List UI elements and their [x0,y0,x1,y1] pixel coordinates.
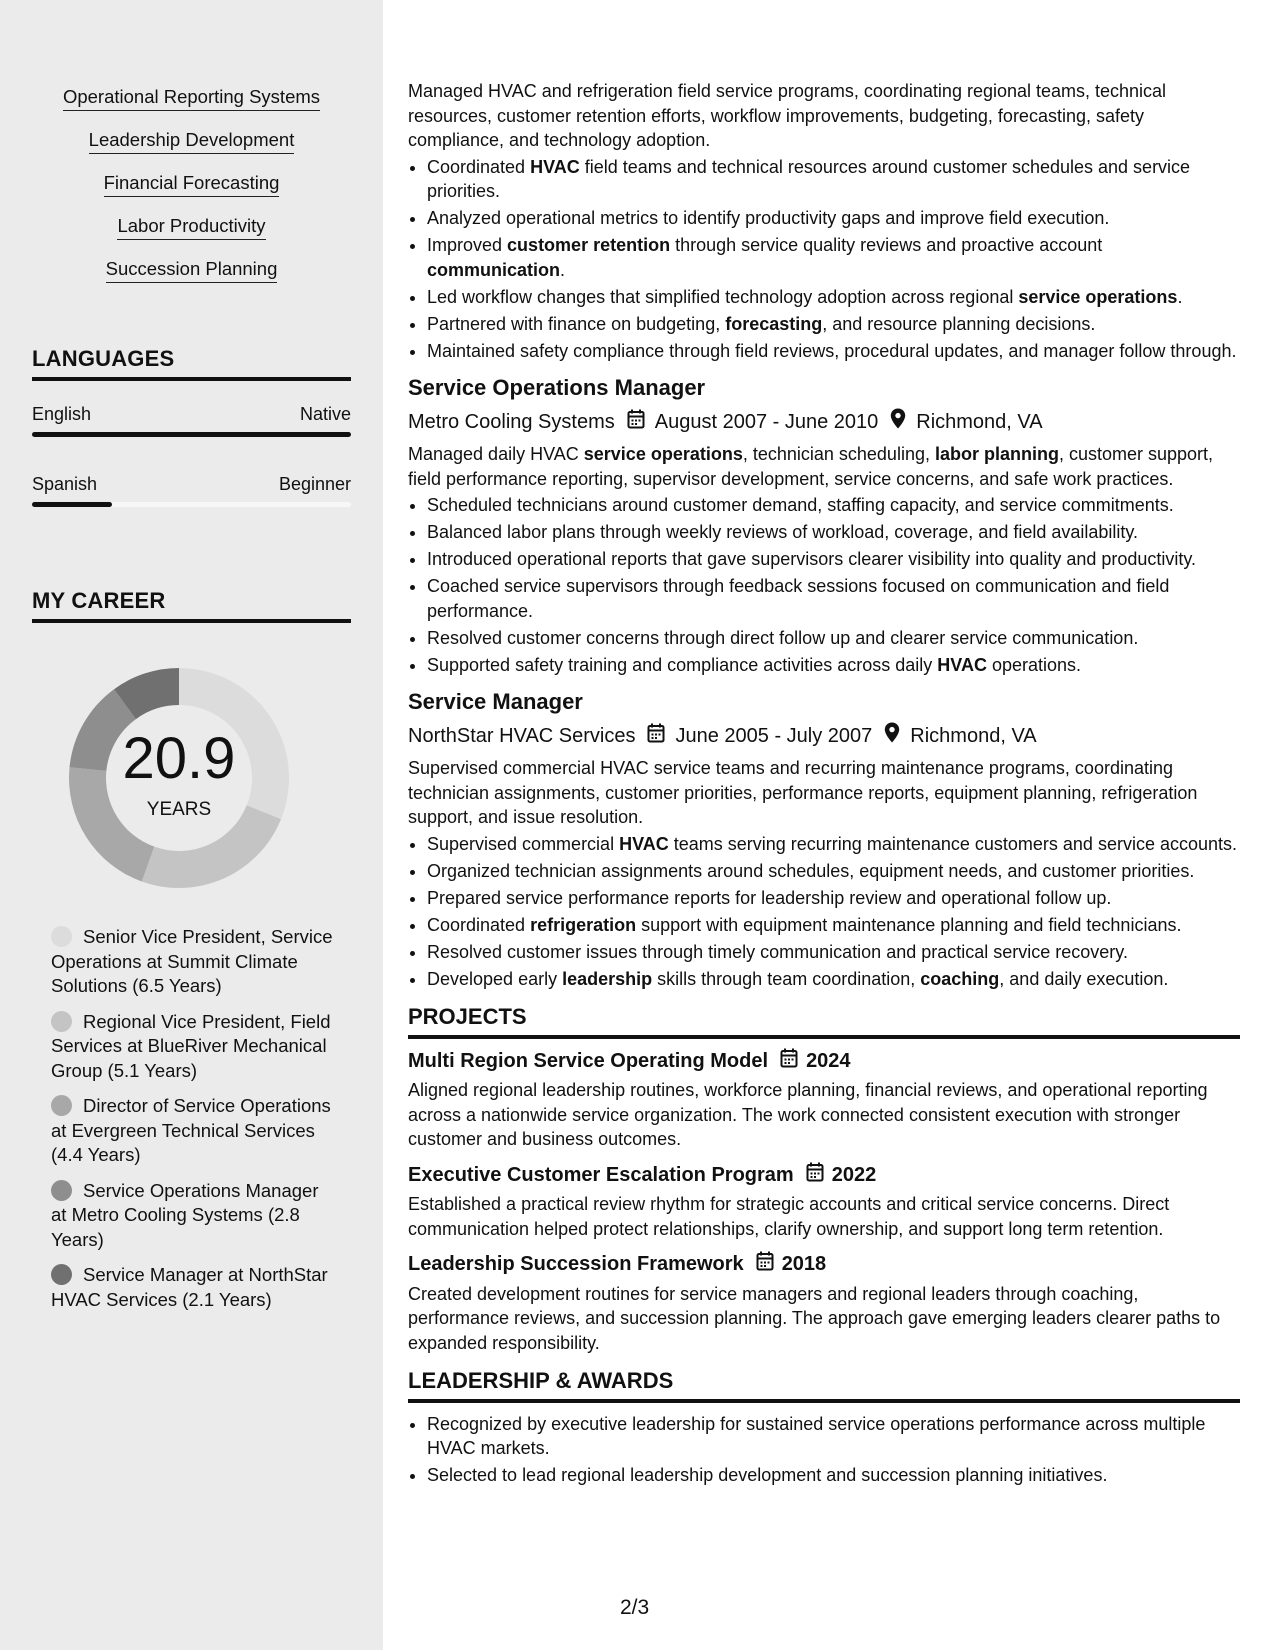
job-location: Richmond, VA [910,725,1037,747]
language-level: Beginner [278,474,351,494]
project-title-row [408,1162,1240,1189]
language-spanish [32,473,351,507]
calendar-icon [647,723,665,750]
awards-heading: LEADERSHIP & AWARDS [408,1369,1240,1403]
bullet-item: • Resolved customer concerns through direct follow up and clearer service communication. [427,626,1240,651]
skills-list [32,86,351,301]
language-proficiency-fill [32,432,351,437]
bullet-item: • Prepared service performance reports for leadership review and operational follow up. [427,886,1240,911]
job-entry [408,375,1240,677]
legend-dot-icon [51,1180,72,1201]
legend-dot-icon [51,1264,72,1285]
career-legend-item [51,925,333,999]
job-company: Metro Cooling Systems [408,411,615,433]
bullet-item: • Supervised commercial HVAC teams serving recurring maintenance customers and service accounts. [427,832,1240,857]
bullet-item: • Supported safety training and compliance activities across daily HVAC operations. [427,653,1240,678]
job-dates: June 2005 - July 2007 [675,725,873,747]
career-total-unit: YEARS [146,799,212,820]
career-legend [51,925,333,1323]
job-bullets [408,832,1240,992]
skill-item: Financial Forecasting [104,172,280,197]
project-entry [408,1251,1240,1355]
career-legend-item [51,1179,333,1253]
legend-dot-icon [51,926,72,947]
career-legend-label: Service Operations Manager at Metro Cooling Systems (2.8 Years) [51,1179,319,1250]
project-year: 2022 [831,1163,877,1186]
job-meta [408,722,1240,750]
bullet-item: • Maintained safety compliance through field reviews, procedural updates, and manager follow through. [427,339,1240,364]
projects-heading: PROJECTS [408,1005,1240,1039]
career-donut-center [56,655,302,901]
project-title-row [408,1048,1240,1075]
job-summary: Managed daily HVAC service operations, technician scheduling, labor planning, customer support, field performance reporting, supervisor development, service concerns, and safe work practices. [408,444,1214,489]
career-legend-item [51,1263,333,1312]
job-entry [408,689,1240,991]
bullet-item: • Resolved customer issues through timely communication and practical service recovery. [427,940,1240,965]
project-description: Aligned regional leadership routines, workforce planning, financial reviews, and operational reporting across a nationwide service organization. The work connected consistent execution with stronger customer and business outcomes. [408,1080,1208,1149]
job-company: NorthStar HVAC Services [408,725,636,747]
intro-summary: Managed HVAC and refrigeration field service programs, coordinating regional teams, technical resources, customer retention efforts, workflow improvements, budgeting, forecasting, safety compliance, and technology adoption. [408,81,1167,150]
job-title: Service Operations Manager [408,375,706,400]
location-pin-icon [884,722,900,750]
project-entry [408,1048,1240,1152]
career-legend-item [51,1094,333,1168]
project-description: Established a practical review rhythm for strategic accounts and critical service concerns. Direct communication helped protect relationships, clarify ownership, and support long term retention. [408,1194,1170,1239]
bullet-item: • Led workflow changes that simplified technology adoption across regional service operations. [427,285,1240,310]
bullet-item: • Coordinated refrigeration support with equipment maintenance planning and field technicians. [427,913,1240,938]
project-title-row [408,1251,1240,1278]
language-english [32,403,351,437]
career-total-years: 20.9 [122,726,236,791]
job-title: Service Manager [408,689,583,714]
language-level: Native [299,404,351,424]
project-title: Multi Region Service Operating Model [408,1049,769,1072]
bullet-item: • Organized technician assignments around schedules, equipment needs, and customer priorities. [427,859,1240,884]
awards-list [408,1412,1240,1488]
job-summary: Supervised commercial HVAC service teams and recurring maintenance programs, coordinating technician assignments, customer priorities, performance reports, equipment planning, refrigeration support, and issue resolution. [408,758,1198,827]
job-location: Richmond, VA [916,411,1043,433]
calendar-icon [780,1048,798,1075]
calendar-icon [627,409,645,436]
career-legend-label: Regional Vice President, Field Services at BlueRiver Mechanical Group (5.1 Years) [51,1010,331,1081]
calendar-icon [806,1162,824,1189]
bullet-item: • Analyzed operational metrics to identify productivity gaps and improve field execution. [427,206,1240,231]
language-proficiency-bar [32,432,351,437]
career-legend-label: Senior Vice President, Service Operations at Summit Climate Solutions (6.5 Years) [51,926,333,996]
project-title: Executive Customer Escalation Program [408,1163,794,1186]
language-proficiency-bar [32,502,351,507]
intro-bullets [408,155,1240,364]
calendar-icon [756,1251,774,1278]
bullet-item: • Partnered with finance on budgeting, forecasting, and resource planning decisions. [427,312,1240,337]
bullet-item: • Scheduled technicians around customer demand, staffing capacity, and service commitments. [427,493,1240,518]
main-content [408,79,1240,1490]
project-entry [408,1162,1240,1242]
project-description: Created development routines for service managers and regional leaders through coaching, performance reviews, and succession planning. The approach gave emerging leaders clearer paths to expanded responsibility. [408,1283,1221,1353]
skill-item: Operational Reporting Systems [63,86,320,111]
legend-dot-icon [51,1095,72,1116]
career-heading: MY CAREER [32,588,351,623]
language-name: English [32,404,92,424]
project-year: 2024 [806,1049,851,1072]
languages-heading: LANGUAGES [32,346,351,381]
language-proficiency-fill [32,502,112,507]
career-legend-label: Service Manager at NorthStar HVAC Services (2.1 Years) [51,1264,328,1310]
page-number: 2/3 [620,1596,650,1619]
career-legend-item [51,1010,333,1084]
skill-item: Leadership Development [89,129,295,154]
location-pin-icon [890,408,906,436]
bullet-item: • Coached service supervisors through feedback sessions focused on communication and field performance. [427,574,1240,623]
bullet-item: • Improved customer retention through service quality reviews and proactive account communication. [427,233,1240,282]
award-item: • Selected to lead regional leadership development and succession planning initiatives. [427,1463,1240,1488]
project-year: 2018 [781,1253,827,1275]
bullet-item: • Coordinated HVAC field teams and technical resources around customer schedules and service priorities. [427,155,1240,204]
bullet-item: • Introduced operational reports that gave supervisors clearer visibility into quality and productivity. [427,547,1240,572]
skill-item: Succession Planning [106,258,278,283]
award-item: • Recognized by executive leadership for sustained service operations performance across multiple HVAC markets. [427,1412,1240,1461]
bullet-item: • Developed early leadership skills through team coordination, coaching, and daily execution. [427,967,1240,992]
legend-dot-icon [51,1011,72,1032]
job-dates: August 2007 - June 2010 [654,411,879,433]
bullet-item: • Balanced labor plans through weekly reviews of workload, coverage, and field availability. [427,520,1240,545]
project-title: Leadership Succession Framework [408,1253,744,1275]
career-legend-label: Director of Service Operations at Evergreen Technical Services (4.4 Years) [51,1095,331,1165]
job-meta [408,408,1240,436]
sidebar [0,0,383,1650]
skill-item: Labor Productivity [117,215,265,240]
job-bullets [408,493,1240,677]
language-name: Spanish [32,474,98,494]
